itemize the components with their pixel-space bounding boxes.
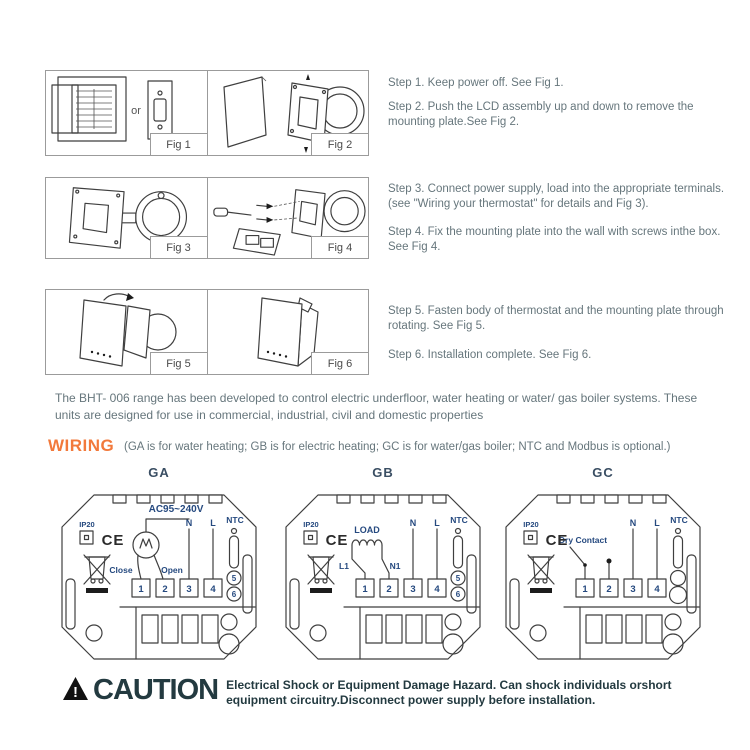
screw-hole	[530, 625, 546, 641]
down-arrow-icon	[304, 147, 308, 153]
weee-icon	[308, 555, 334, 593]
ce-mark: CE	[545, 532, 569, 549]
n-label: N	[409, 518, 417, 528]
diagram-ga-drawing	[58, 481, 260, 673]
right-slot	[687, 555, 696, 613]
ip-rating-label: IP20	[523, 520, 539, 529]
fig2-label: Fig 2	[311, 133, 368, 155]
diagram-gc-drawing	[502, 481, 704, 673]
caution-line-2: equipment circuitry.Disconnect power supply before installation.	[226, 693, 596, 707]
figure-row-2	[45, 177, 369, 259]
ntc-sensor	[226, 515, 243, 601]
fig6-panel	[207, 290, 369, 374]
ntc-label: NTC	[670, 515, 688, 525]
ntc-sensor	[450, 515, 467, 601]
top-tabs	[113, 495, 222, 503]
weee-icon	[528, 555, 554, 593]
diagram-gb-title: GB	[372, 465, 394, 480]
caution-text	[226, 678, 671, 708]
step-6-text: Step 6. Installation complete. See Fig 6.	[388, 349, 592, 361]
thermostat-front-icon	[80, 300, 126, 366]
wiring-diagram-gc	[502, 465, 704, 678]
step-5-text: Step 5. Fasten body of thermostat and the mounting plate through rotating. See Fig 5.	[388, 305, 724, 333]
loose-plate-icon	[233, 229, 280, 255]
n-label: N	[185, 518, 193, 528]
step-4-text: Step 4. Fix the mounting plate into the wall with screws inthe box. See Fig 4.	[388, 226, 721, 254]
terminal-openings	[366, 614, 463, 654]
rotation-arrow-icon	[104, 293, 134, 301]
diagram-gc-title: GC	[592, 465, 614, 480]
left-slot	[290, 579, 299, 629]
terminal-5: 5	[231, 574, 237, 583]
up-arrow-icon	[306, 74, 310, 80]
step-3-text: Step 3. Connect power supply, load into the appropriate terminals. (see "Wiring your thermostat" for details and Fig 3).	[388, 183, 725, 211]
ntc-label: NTC	[226, 515, 244, 525]
terminal-3: 3	[186, 584, 192, 595]
fig5-panel	[46, 290, 207, 374]
ip20-icon	[79, 520, 94, 544]
fig1-panel	[46, 71, 207, 155]
terminal-openings	[142, 614, 239, 654]
n1-label: N1	[389, 561, 401, 571]
terminal-1: 1	[582, 584, 588, 595]
l1-label: L1	[339, 561, 349, 571]
ip20-icon	[303, 520, 318, 544]
terminal-6: 6	[231, 590, 237, 599]
dry-contact-label: Dry Contact	[558, 535, 608, 545]
wiring-diagram-ga	[58, 465, 260, 678]
diagram-ga-title: GA	[148, 465, 170, 480]
ntc-label: NTC	[450, 515, 468, 525]
terminal-1: 1	[138, 584, 144, 595]
terminal-openings	[586, 614, 683, 654]
wiring-section-subtitle: (GA is for water heating; GB is for electric heating; GC is for water/gas boiler; NTC and Modbus is optional.)	[124, 441, 671, 453]
wall-box-icon	[324, 191, 365, 232]
fig6-label: Fig 6	[311, 352, 368, 374]
fig4-panel	[207, 178, 369, 258]
terminal-3: 3	[630, 584, 636, 595]
terminal-2: 2	[162, 584, 168, 595]
figure-row-1	[45, 70, 369, 156]
left-slot	[510, 579, 519, 629]
fig2-panel	[207, 71, 369, 155]
top-tabs	[337, 495, 446, 503]
step-2-text: Step 2. Push the LCD assembly up and down to remove the mounting plate.See Fig 2.	[388, 101, 694, 129]
screw-hole	[86, 625, 102, 641]
terminal-block	[576, 579, 666, 597]
weee-icon	[84, 555, 110, 593]
terminal-3: 3	[410, 584, 416, 595]
diagram-gb-drawing	[282, 481, 484, 673]
wiring-section-title: WIRING	[48, 436, 115, 455]
ip-rating-label: IP20	[79, 520, 95, 529]
terminal-6: 6	[455, 590, 461, 599]
l-label: L	[210, 518, 216, 528]
breaker-panel-icon	[52, 77, 126, 141]
step-1-text: Step 1. Keep power off. See Fig 1.	[388, 77, 564, 89]
terminal-1: 1	[362, 584, 368, 595]
svg-text:!: !	[73, 684, 78, 701]
fig3-label: Fig 3	[150, 236, 207, 258]
voltage-label: AC95~240V	[148, 504, 204, 515]
power-wires	[410, 518, 441, 579]
terminal-block	[356, 579, 446, 597]
left-slot	[66, 579, 75, 629]
lcd-assembly-icon	[224, 77, 266, 147]
power-wires	[186, 518, 217, 579]
ce-mark: CE	[325, 532, 349, 549]
power-wires	[630, 518, 661, 579]
fig5-label: Fig 5	[150, 352, 207, 374]
terminal-2: 2	[386, 584, 392, 595]
ip-rating-label: IP20	[303, 520, 319, 529]
thermostat-body-icon	[124, 306, 176, 358]
warning-triangle-icon	[62, 676, 89, 702]
terminal-2: 2	[606, 584, 612, 595]
mounting-plate-icon	[70, 188, 125, 248]
n-label: N	[629, 518, 637, 528]
caution-banner	[62, 676, 672, 708]
ce-mark: CE	[101, 532, 125, 549]
wiring-diagram-gb	[282, 465, 484, 678]
mounting-plate-icon	[292, 190, 325, 239]
screwdriver-icon	[214, 208, 251, 216]
fig3-panel	[46, 178, 207, 258]
figure-row-3	[45, 289, 369, 375]
terminal-4: 4	[654, 584, 660, 595]
open-label: Open	[161, 565, 183, 575]
caution-word: CAUTION	[93, 674, 219, 706]
screw-hole	[310, 625, 326, 641]
ntc-sensor	[670, 515, 688, 604]
l-label: L	[654, 518, 660, 528]
load-label: LOAD	[354, 525, 380, 535]
terminal-4: 4	[434, 584, 440, 595]
caution-line-1: Electrical Shock or Equipment Damage Hazard. Can shock individuals orshort	[226, 678, 672, 692]
intro-paragraph: The BHT- 006 range has been developed to control electric underfloor, water heating or water/ gas boiler systems. These units are designed for use in commercial, industrial, civil and domestic properties	[55, 391, 698, 423]
fig4-label: Fig 4	[311, 236, 368, 258]
terminal-4: 4	[210, 584, 216, 595]
right-slot	[243, 555, 252, 613]
l-label: L	[434, 518, 440, 528]
top-tabs	[557, 495, 666, 503]
fig1-label: Fig 1	[150, 133, 207, 155]
or-label: or	[131, 105, 142, 117]
terminal-block	[132, 579, 222, 597]
wall-box-icon	[136, 192, 187, 243]
right-slot	[467, 555, 476, 613]
close-label: Close	[109, 565, 133, 575]
installed-thermostat-icon	[258, 298, 318, 366]
wall-switch-icon	[148, 81, 172, 139]
terminal-5: 5	[455, 574, 461, 583]
ip20-icon	[523, 520, 538, 544]
